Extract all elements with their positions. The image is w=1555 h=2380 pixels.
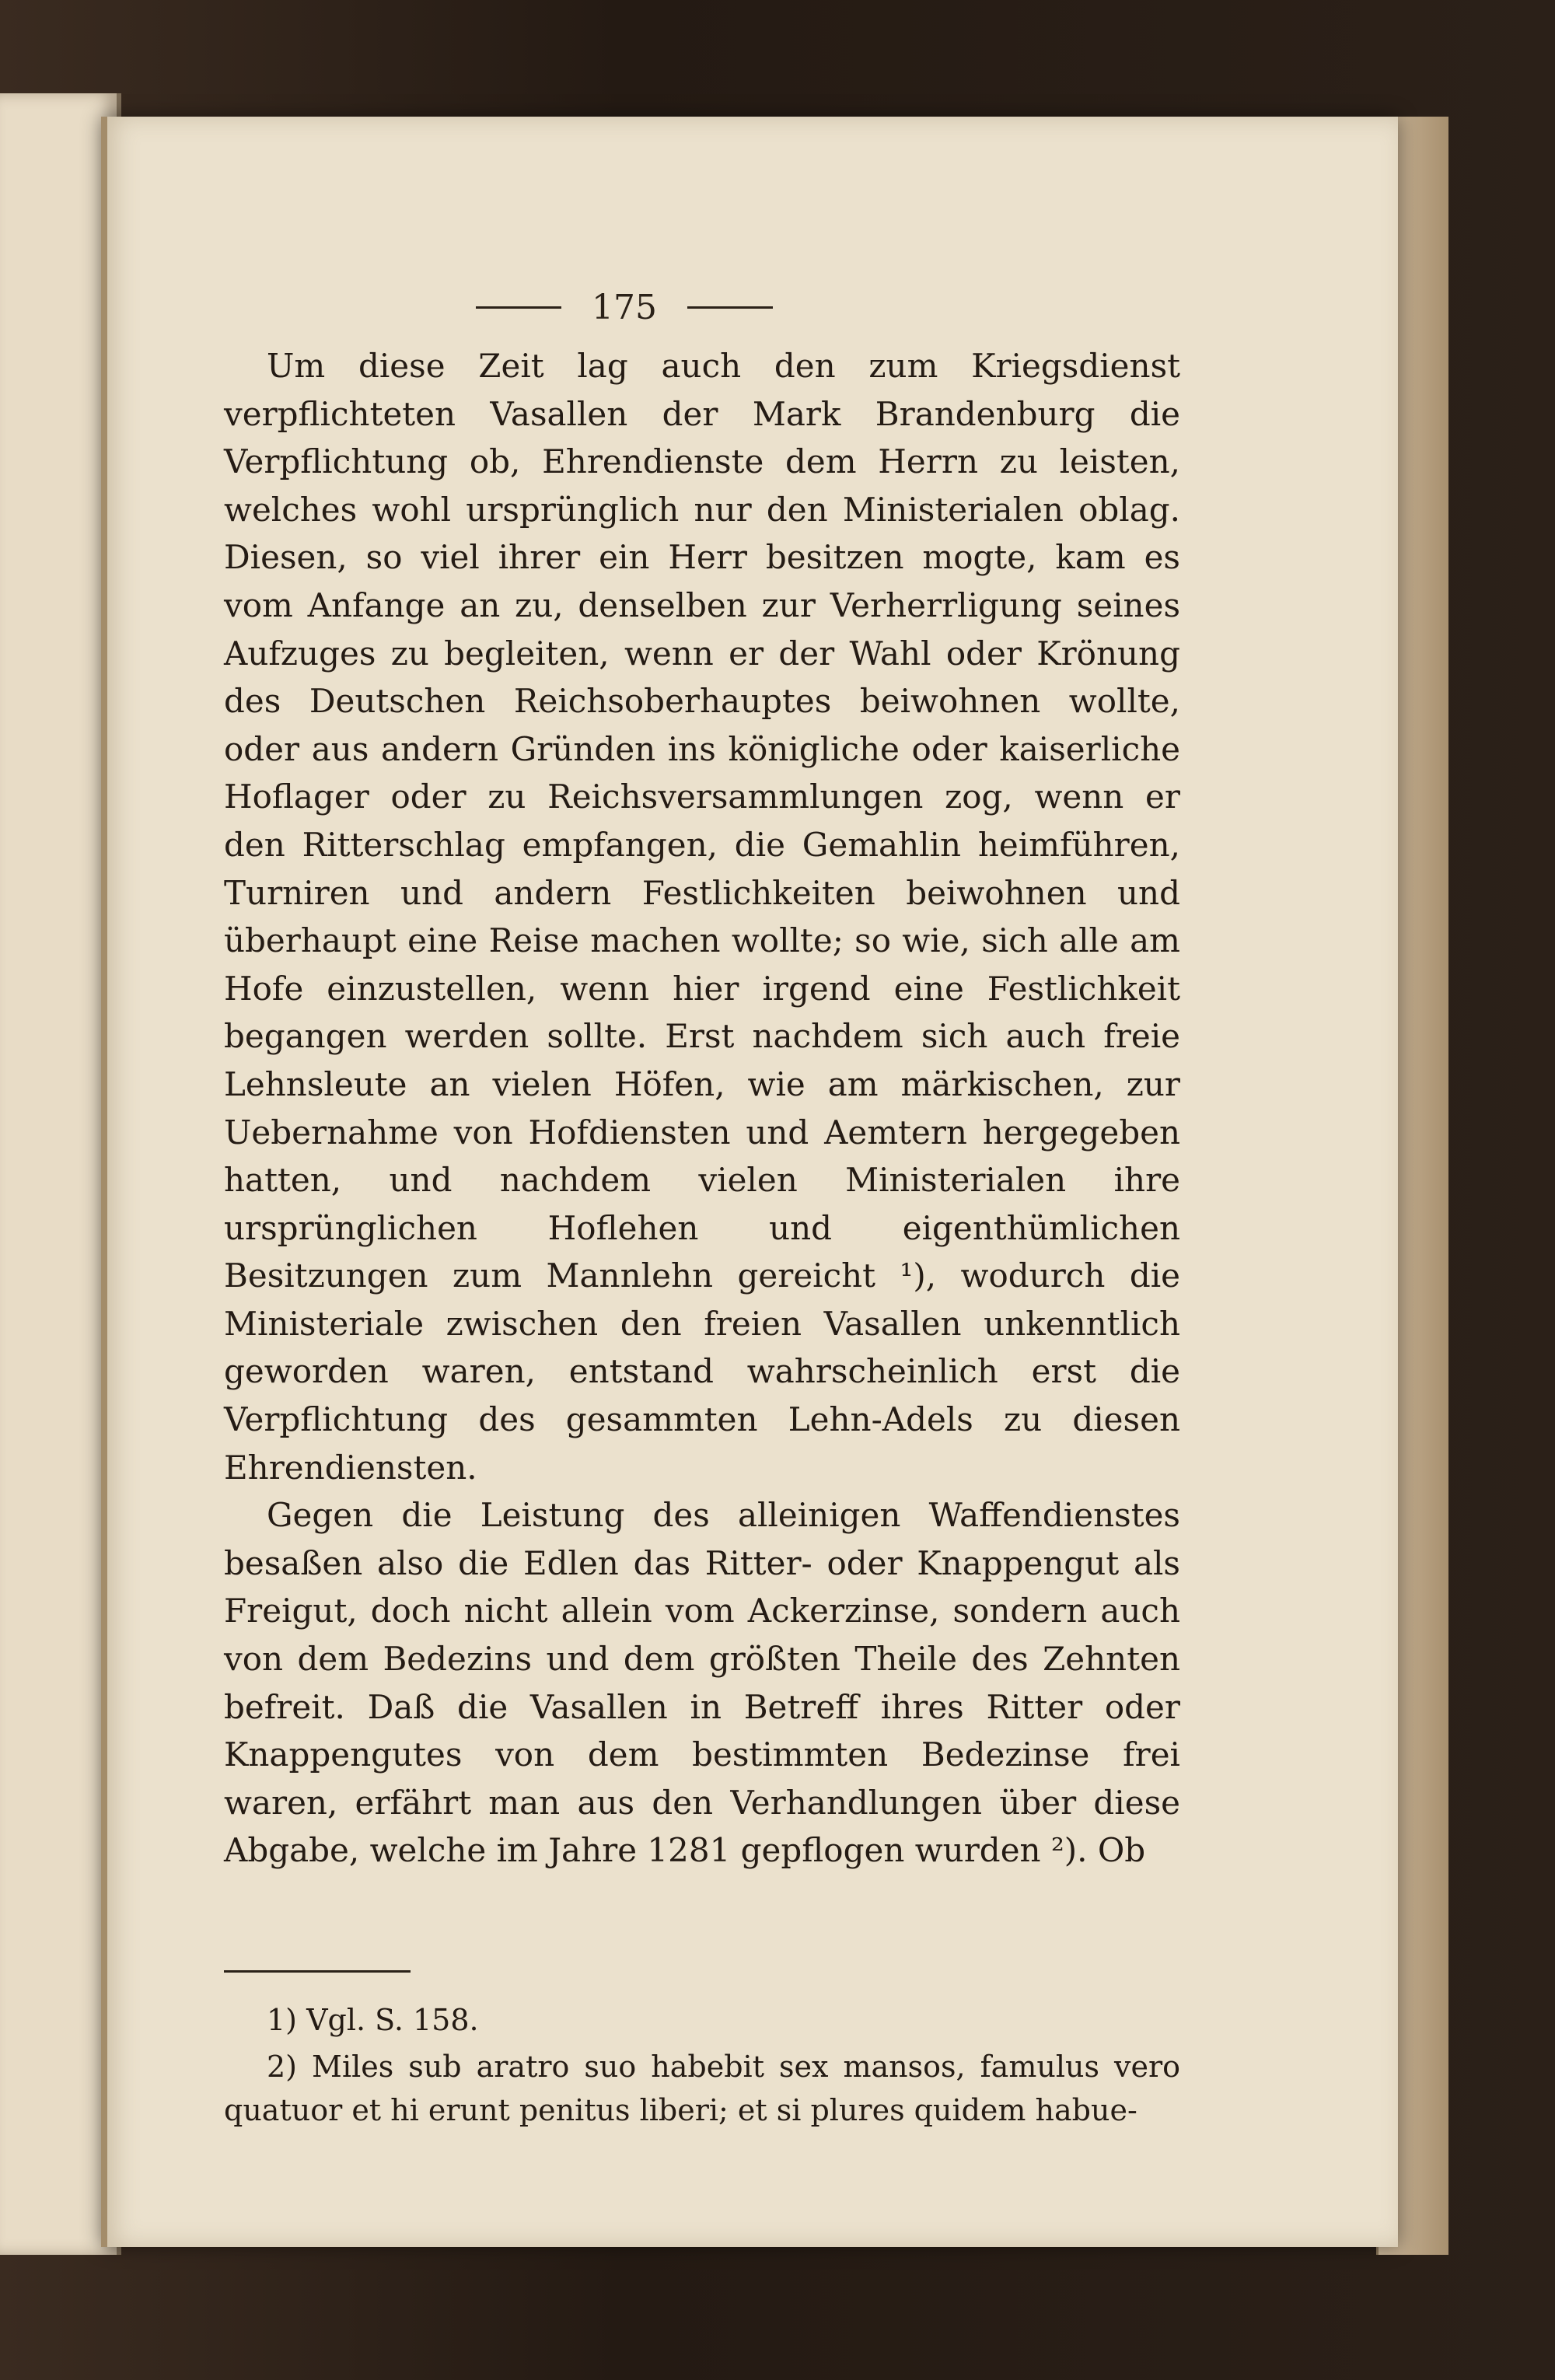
page-header bbox=[107, 288, 1141, 327]
footnote-divider bbox=[224, 1970, 411, 1973]
header-rule-left bbox=[476, 306, 561, 309]
page-number: 175 bbox=[592, 288, 657, 327]
paragraph: Um diese Zeit lag auch den zum Kriegsdienst verpflichteten Vasallen der Mark Brandenburg die Verpflichtung ob, Ehrendienste dem Herrn zu leisten, welches wohl ursprünglich nur den Ministerialen oblag. Diesen, so viel ihrer ein Herr besitzen mogte, kam es vom Anfange an zu, denselben zur Verherrligung seines Aufzuges zu begleiten, wenn er der Wahl oder Krönung des Deutschen Reichsoberhauptes beiwohnen wollte, oder aus andern Gründen ins königliche oder kaiserliche Hoflager oder zu Reichsversammlungen zog, wenn er den Ritterschlag empfangen, die Gemahlin heimführen, Turniren und andern Festlichkeiten beiwohnen und überhaupt eine Reise machen wollte; so wie, sich alle am Hofe einzustellen, wenn hier irgend eine Festlichkeit begangen werden sollte. Erst nachdem sich auch freie Lehnsleute an vielen Höfen, wie am märkischen, zur Uebernahme von Hofdiensten und Aemtern hergegeben hatten, und nachdem vielen Ministerialen ihre ursprünglichen Hoflehen und eigenthümlichen Besitzungen zum Mannlehn gereicht ¹), wodurch die Ministeriale zwischen den freien Vasallen unkenntlich geworden waren, entstand wahrscheinlich erst die Verpflichtung des gesammten Lehn-Adels zu diesen Ehrendiensten. bbox=[224, 347, 1180, 1487]
paragraph: Gegen die Leistung des alleinigen Waffendienstes besaßen also die Edlen das Ritter- oder Knappengut als Freigut, doch nicht allein vom Ackerzinse, sondern auch von dem Bedezins und dem größten Theile des Zehnten befreit. Daß die Vasallen in Betreff ihres Ritter oder Knappengutes von dem bestimmten Bedezinse frei waren, erfährt man aus den Verhandlungen über diese Abgabe, welche im Jahre 1281 gepflogen wurden ²). Ob bbox=[224, 1496, 1180, 1870]
footnotes bbox=[224, 1998, 1180, 2135]
footnote: 2) Miles sub aratro suo habebit sex mansos, famulus vero quatuor et hi erunt penitus liberi; et si plures quidem habue- bbox=[224, 2050, 1180, 2127]
header-rule-right bbox=[687, 306, 773, 309]
book-page bbox=[101, 117, 1398, 2247]
main-text bbox=[224, 342, 1180, 1875]
footnote: 1) Vgl. S. 158. bbox=[267, 2003, 479, 2037]
